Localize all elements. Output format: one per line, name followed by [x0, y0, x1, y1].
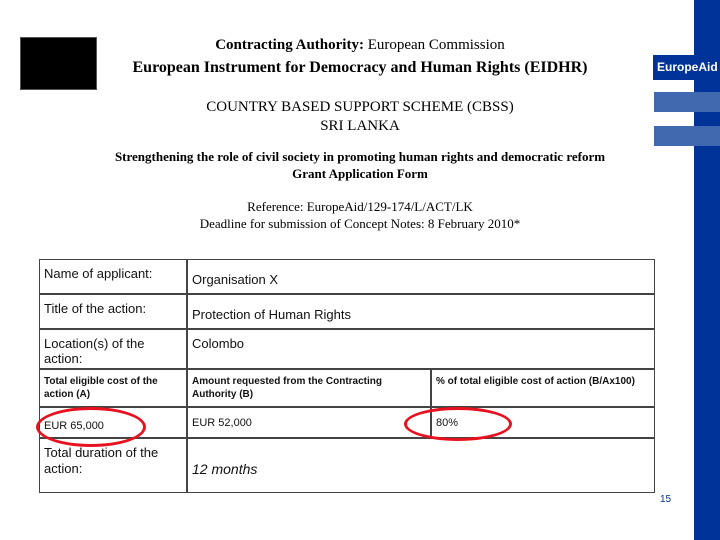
strip-segment: [694, 0, 720, 55]
applicant-label: Name of applicant:: [39, 259, 187, 294]
side-tab: [654, 92, 720, 112]
applicant-value: Organisation X: [187, 259, 655, 294]
amount-value: EUR 52,000: [187, 407, 431, 438]
scheme-heading: [0, 98, 720, 136]
title-label: Title of the action:: [39, 294, 187, 329]
side-strip: [694, 0, 720, 540]
duration-label: Total duration of the action:: [39, 438, 187, 493]
duration-value: 12 months: [187, 438, 655, 493]
highlight-oval-cost: [36, 407, 146, 447]
percent-header: % of total eligible cost of action (B/Ax100): [431, 369, 655, 407]
scheme-line-1: COUNTRY BASED SUPPORT SCHEME (CBSS): [206, 99, 514, 115]
amount-header: Amount requested from the Contracting Authority (B): [187, 369, 431, 407]
authority-label: Contracting Authority:: [215, 37, 364, 53]
reference-block: [0, 198, 720, 232]
title-value: Protection of Human Rights: [187, 294, 655, 329]
location-value: Colombo: [187, 329, 655, 369]
cost-value: EUR 65,000: [39, 407, 187, 438]
reference-line-2: Deadline for submission of Concept Notes: 8 February 2010*: [199, 216, 521, 231]
side-tab: [654, 126, 720, 146]
percent-value: 80%: [431, 407, 655, 438]
instrument-title: European Instrument for Democracy and Human Rights (EIDHR): [132, 59, 588, 76]
highlight-oval-percent: [404, 407, 512, 441]
subtitle-line-2: Grant Application Form: [292, 166, 428, 181]
brand-label: EuropeAid: [653, 55, 720, 80]
strip-segment: [694, 80, 720, 540]
subtitle-block: [0, 148, 720, 182]
location-label: Location(s) of the action:: [39, 329, 187, 369]
authority-value: European Commission: [367, 37, 505, 53]
subtitle-line-1: Strengthening the role of civil society in promoting human rights and democratic reform: [114, 149, 606, 164]
reference-line-1: Reference: EuropeAid/129-174/L/ACT/LK: [247, 199, 473, 214]
cost-header: Total eligible cost of the action (A): [39, 369, 187, 407]
authority-line: [0, 37, 720, 54]
scheme-line-2: SRI LANKA: [320, 118, 400, 134]
page-number: 15: [660, 494, 672, 505]
